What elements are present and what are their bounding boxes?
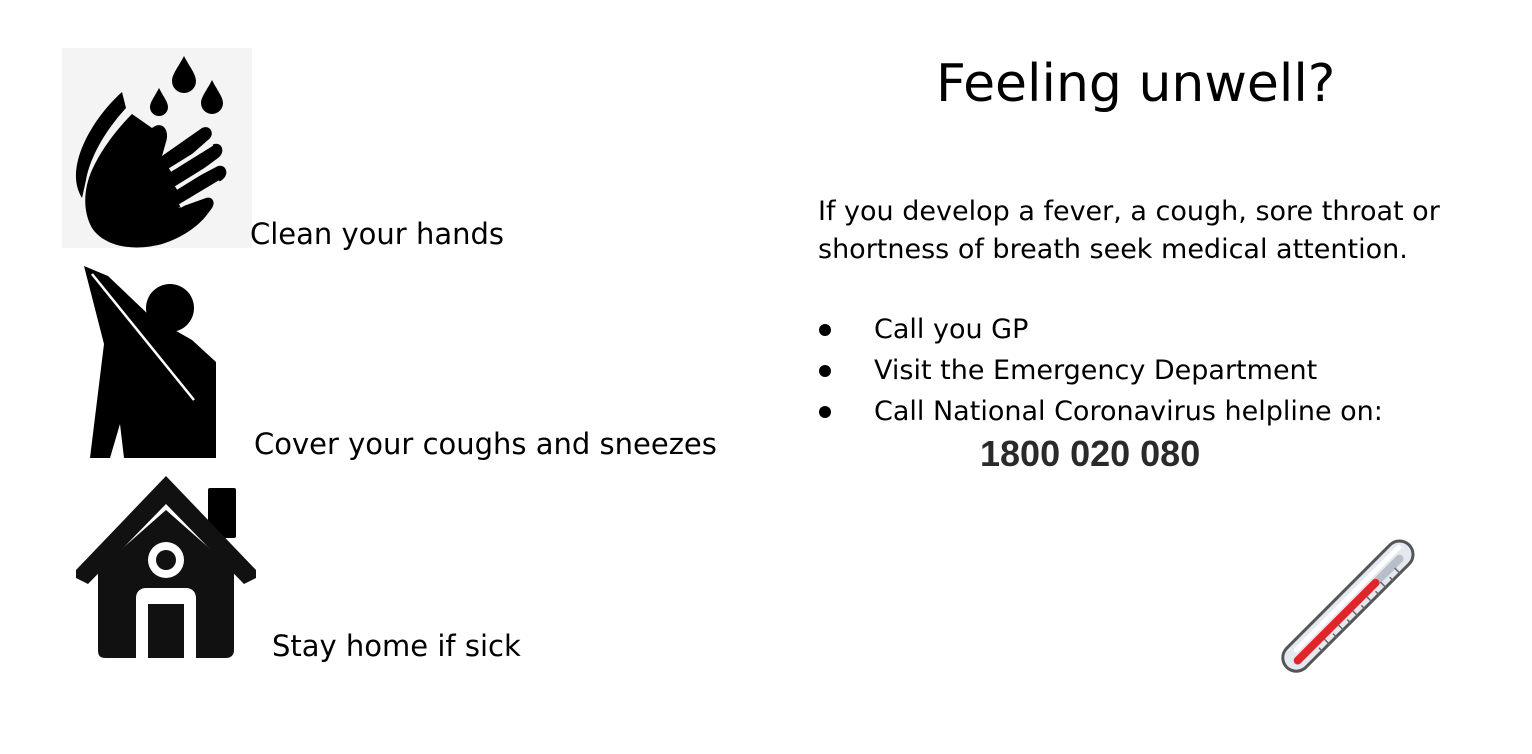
house-icon bbox=[74, 474, 262, 662]
action-visit-ed: Visit the Emergency Department bbox=[874, 355, 1318, 386]
helpline-number: 1800 020 080 bbox=[980, 433, 1201, 474]
intro-paragraph: If you develop a fever, a cough, sore throat or shortness of breath seek medical attention. bbox=[818, 196, 1440, 265]
bullet-icon bbox=[819, 406, 831, 418]
page-title: Feeling unwell? bbox=[936, 54, 1336, 114]
bullet-icon bbox=[819, 365, 831, 377]
thermometer-icon bbox=[1252, 532, 1424, 700]
action-call-gp: Call you GP bbox=[874, 314, 1029, 345]
cough-into-elbow-icon bbox=[74, 264, 224, 460]
bullet-icon bbox=[819, 324, 831, 336]
tip-label-cover-coughs: Cover your coughs and sneezes bbox=[254, 427, 717, 461]
hand-washing-icon bbox=[62, 48, 252, 248]
tip-label-stay-home: Stay home if sick bbox=[272, 629, 521, 663]
tip-label-clean-hands: Clean your hands bbox=[250, 217, 504, 251]
action-call-helpline: Call National Coronavirus helpline on: bbox=[874, 396, 1383, 427]
